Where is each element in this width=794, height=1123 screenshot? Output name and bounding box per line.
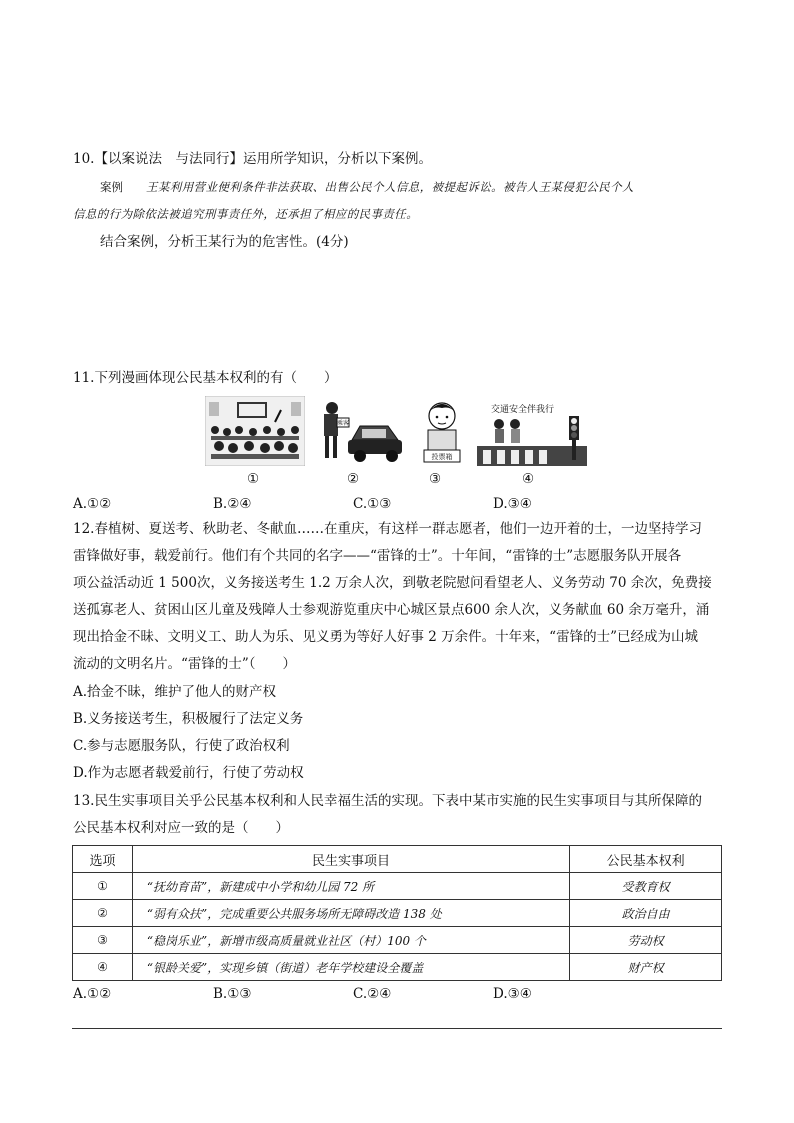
traffic-caption: 交通安全伴我行 (491, 405, 555, 415)
cartoon-label-3: ③ (429, 471, 442, 487)
header-option: 选项 (73, 846, 133, 873)
q13-line1: 13.民生实事项目关乎公民基本权利和人民幸福生活的实现。下表中某市实施的民生实事项目与其所保障的 (73, 793, 702, 809)
q13-line2: 公民基本权利对应一致的是（ ） (73, 820, 289, 836)
q11-option-b: B.②④ (213, 496, 252, 512)
cartoon-label-4: ④ (522, 471, 535, 487)
row-project: “弱有众扶”，完成重要公共服务场所无障碍改造 138 处 (132, 900, 569, 927)
q12-option-d: D.作为志愿者载爱前行，行使了劳动权 (73, 765, 304, 781)
row-right: 财产权 (570, 954, 722, 981)
table-row (73, 954, 722, 981)
cartoon-label-1: ① (247, 471, 260, 487)
q10-task: 结合案例，分析王某行为的危害性。(4分) (100, 234, 349, 250)
q12-line3: 项公益活动近 1 500次，义务接送考生 1.2 万余人次，到敬老院慰问看望老人、义务劳动 70 余次，免费接 (73, 575, 712, 591)
q12-line6: 流动的文明名片。“雷锋的士”（ ） (73, 656, 297, 672)
table-row (73, 900, 722, 927)
rights-table (72, 845, 722, 981)
q12-option-a: A.拾金不昧，维护了他人的财产权 (73, 684, 277, 700)
q10-title: 10.【以案说法 与法同行】运用所学知识，分析以下案例。 (73, 151, 432, 167)
row-project: “稳岗乐业”，新增市级高质量就业社区（村）100 个 (132, 927, 569, 954)
table-row (73, 927, 722, 954)
q12-line1: 12.春植树、夏送考、秋助老、冬献血……在重庆，有这样一群志愿者，他们一边开着的士，一边坚持学习 (73, 521, 702, 537)
row-right: 受教育权 (570, 873, 722, 900)
row-project: “银龄关爱”，实现乡镇（街道）老年学校建设全覆盖 (132, 954, 569, 981)
row-option: ③ (73, 927, 133, 954)
footer-divider (72, 1028, 722, 1029)
q13-option-a: A.①② (73, 986, 112, 1002)
q11-option-c: C.①③ (353, 496, 392, 512)
cartoon-classroom-image (205, 396, 305, 466)
q12-option-b: B.义务接送考生，积极履行了法定义务 (73, 711, 304, 727)
q13-option-b: B.①③ (213, 986, 252, 1002)
header-right: 公民基本权利 (570, 846, 722, 873)
cartoon-car-image (318, 396, 403, 466)
q12-line5: 现出拾金不昧、文明义工、助人为乐、见义勇为等好人好事 2 万余件。十年来，“雷锋的士”已经成为山城 (73, 629, 698, 645)
q11-title: 11.下列漫画体现公民基本权利的有（ ） (73, 370, 338, 386)
q10-case-label: 案例 (100, 180, 123, 194)
row-option: ④ (73, 954, 133, 981)
table-row (73, 873, 722, 900)
cartoon-label-2: ② (347, 471, 360, 487)
q10-case-line2: 信息的行为除依法被追究刑事责任外，还承担了相应的民事责任。 (73, 207, 419, 221)
cartoon-traffic-image (477, 396, 587, 466)
row-option: ① (73, 873, 133, 900)
cartoon-sign-text: 乘客 (336, 420, 350, 427)
q10-case-line1: 王某利用营业便利条件非法获取、出售公民个人信息，被提起诉讼。被告人王某侵犯公民个人 (146, 180, 634, 194)
traffic-scene-icon (477, 416, 587, 466)
cartoon-voting-image (420, 396, 465, 466)
q12-line4: 送孤寡老人、贫困山区儿童及残障人士参观游览重庆中心城区景点600 余人次，义务献血 60 余万毫升，涌 (73, 602, 710, 618)
row-right: 政治自由 (570, 900, 722, 927)
row-option: ② (73, 900, 133, 927)
q11-option-d: D.③④ (493, 496, 532, 512)
q12-line2: 雷锋做好事，载爱前行。他们有个共同的名字——“雷锋的士”。十年间，“雷锋的士”志愿服务队开展各 (73, 548, 682, 564)
q12-option-c: C.参与志愿服务队，行使了政治权利 (73, 738, 290, 754)
q13-option-c: C.②④ (353, 986, 392, 1002)
q11-option-a: A.①② (73, 496, 112, 512)
row-project: “抚幼育苗”，新建成中小学和幼儿园 72 所 (132, 873, 569, 900)
row-right: 劳动权 (570, 927, 722, 954)
header-project: 民生实事项目 (132, 846, 569, 873)
ballot-box-label: 投票箱 (431, 453, 453, 461)
table-header-row (73, 846, 722, 873)
q13-option-d: D.③④ (493, 986, 532, 1002)
